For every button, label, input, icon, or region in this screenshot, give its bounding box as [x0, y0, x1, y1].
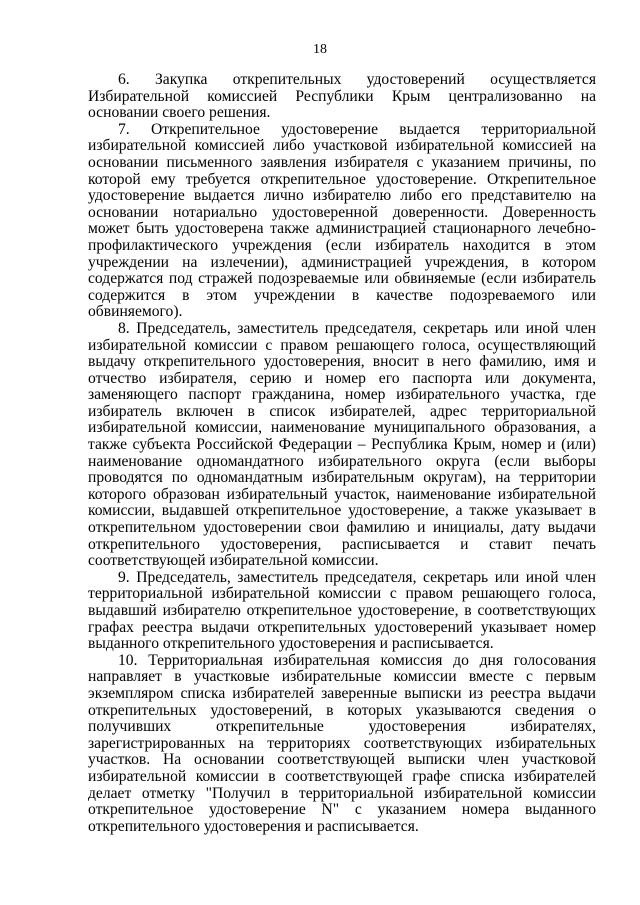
paragraph-7: 7. Открепительное удостоверение выдается территориальной избирательной комиссией либо участковой избирательной комиссией на основании письменного заявления избирателя с указанием причины, по которой ему требуется открепительное удостоверение. Открепительное удостоверение выдается лично избирателю либо его представителю на основании нотариально удостоверенной доверенности. Доверенность может быть удостоверена также администрацией стационарного лечебно-профилактического учреждения (если избиратель находится в этом учреждении на излечении), администрацией учреждения, в котором содержатся под стражей подозреваемые или обвиняемые (если избиратель содержится в этом учреждении в качестве подозреваемого или обвиняемого).: [88, 120, 596, 321]
paragraph-6: 6. Закупка открепительных удостоверений осуществляется Избирательной комиссией Республики Крым централизованно на основании своего решения.: [88, 71, 596, 122]
paragraph-10: 10. Территориальная избирательная комиссия до дня голосования направляет в участковые избирательные комиссии вместе с первым экземпляром списка избирателей заверенные выписки из реестра выдачи открепительных удостоверений, в которых указываются сведения о получивших открепительные удостоверения избирателях, зарегистрированных на территориях соответствующих избирательных участков. На основании соответствующей выписки член участковой избирательной комиссии в соответствующей графе списка избирателей делает отметку "Получил в территориальной избирательной комиссии открепительное удостоверение N" с указанием номера выданного открепительного удостоверения и расписывается.: [88, 651, 596, 835]
paragraph-8: 8. Председатель, заместитель председателя, секретарь или иной член избирательной комиссии с правом решающего голоса, осуществляющий выдачу открепительного удостоверения, вносит в него фамилию, имя и отчество избирателя, серию и номер его паспорта или документа, заменяющего паспорт гражданина, номер избирательного участка, где избиратель включен в список избирателей, адрес территориальной избирательной комиссии, наименование муниципального образования, а также субъекта Российской Федерации – Республика Крым, номер и (или) наименование одномандатного избирательного округа (если выборы проводятся по одномандатным избирательным округам), на территории которого образован избирательный участок, наименование избирательной комиссии, выдавшей открепительное удостоверение, а также указывает в открепительном удостоверении свои фамилию и инициалы, дату выдачи открепительного удостоверения, расписывается и ставит печать соответствующей избирательной комиссии.: [88, 319, 596, 570]
paragraph-9: 9. Председатель, заместитель председателя, секретарь или иной член территориальной избирательной комиссии с правом решающего голоса, выдавший избирателю открепительное удостоверение, в соответствующих графах реестра выдачи открепительных удостоверений указывает номер выданного открепительного удостоверения и расписывается.: [88, 568, 596, 653]
document-body: [88, 72, 596, 835]
page-number: 18: [313, 42, 327, 57]
